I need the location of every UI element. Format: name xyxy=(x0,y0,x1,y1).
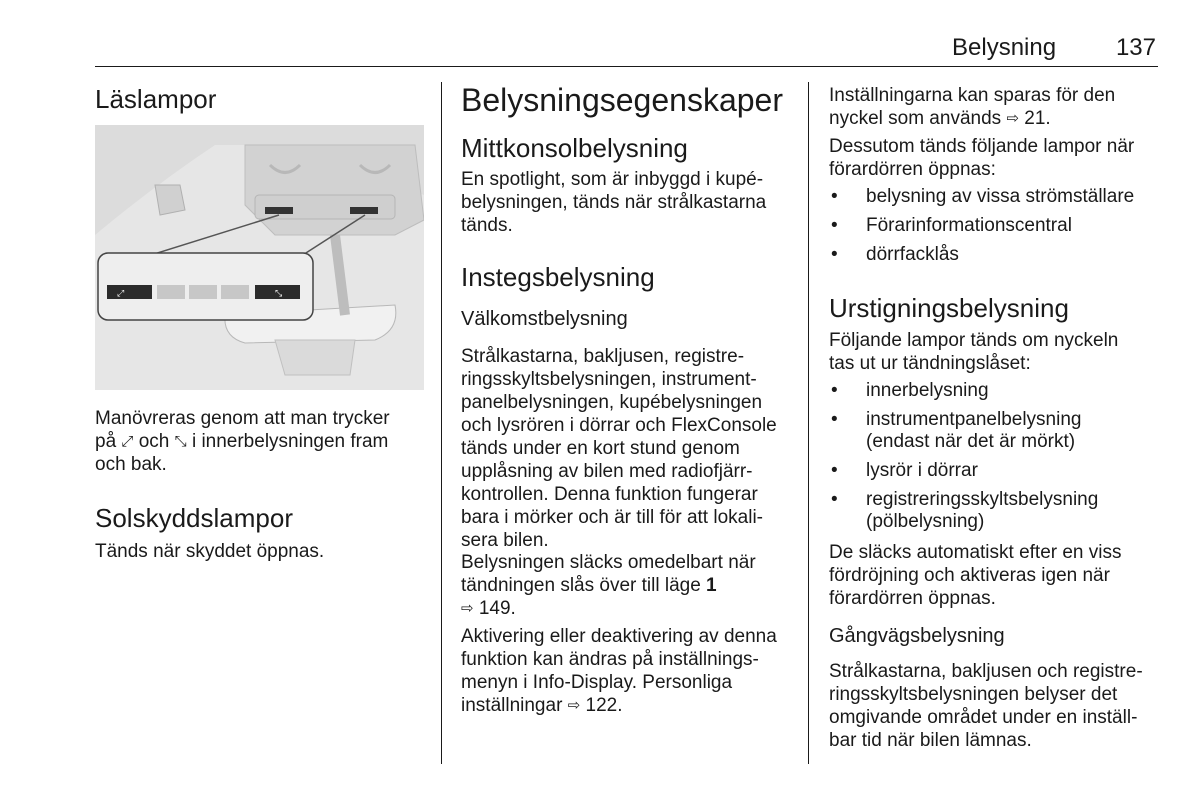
paragraph-dessutom xyxy=(829,135,1164,181)
text-line: Inställningarna kan sparas för den xyxy=(829,85,1116,106)
bullet-icon: • xyxy=(831,186,838,207)
bullet-list-dessutom xyxy=(829,186,1164,273)
text-line: Belysningen släcks omedelbart när xyxy=(461,552,756,573)
rear-reading-lamp-icon: ⤢ xyxy=(121,433,134,450)
text-line: och lysrören i dörrar och FlexConsole xyxy=(461,415,777,436)
text-line: Strålkastarna, bakljusen, registre- xyxy=(461,346,745,367)
svg-text:⤡: ⤡ xyxy=(275,289,283,299)
bullet-icon: • xyxy=(831,215,838,236)
text-line: omgivande området under en inställ- xyxy=(829,707,1138,728)
text-line: förardörren öppnas. xyxy=(829,588,996,609)
heading-valkomstbelysning: Välkomstbelysning xyxy=(461,308,628,330)
list-item-text: instrumentpanelbelysning xyxy=(866,409,1082,430)
list-item-text: dörrfacklås xyxy=(866,244,959,265)
page-reference: 21. xyxy=(1024,108,1051,129)
text-line: upplåsning av bilen med radiofjärr- xyxy=(461,461,753,482)
text-fragment: inställningar xyxy=(461,695,563,716)
paragraph-gangvagsbelysning xyxy=(829,660,1164,752)
text-line: ringsskyltsbelysningen belyser det xyxy=(829,684,1118,705)
cross-reference-arrow-icon: ⇨ xyxy=(461,600,474,617)
reading-lamp-illustration xyxy=(95,125,424,390)
bullet-icon: • xyxy=(831,460,838,481)
text-line: och bak. xyxy=(95,454,167,475)
bullet-icon: • xyxy=(831,380,838,401)
text-fragment: och xyxy=(138,431,170,452)
front-reading-lamp-icon: ⤡ xyxy=(174,433,187,450)
text-line: tänds under en kort stund genom xyxy=(461,438,740,459)
text-line: förardörren öppnas: xyxy=(829,159,996,180)
paragraph-aktivering xyxy=(461,625,796,717)
list-item-text: (endast när det är mörkt) xyxy=(866,431,1076,452)
text-fragment: tändningen slås över till läge xyxy=(461,575,701,596)
cross-reference-arrow-icon: ⇨ xyxy=(567,697,581,714)
heading-instegsbelysning: Instegsbelysning xyxy=(461,262,655,292)
paragraph-valkomstbelysning xyxy=(461,345,796,552)
text-line: bar tid när bilen lämnas. xyxy=(829,730,1032,751)
paragraph-slacks xyxy=(461,551,796,620)
svg-text:⤢: ⤢ xyxy=(117,289,125,299)
page-reference: 149. xyxy=(478,598,516,619)
list-item xyxy=(829,244,1164,266)
overhead-console-drawing xyxy=(95,125,424,390)
paragraph-slacks-automatiskt xyxy=(829,541,1164,610)
text-line: Följande lampor tänds om nyckeln xyxy=(829,330,1119,351)
text-line: funktion kan ändras på inställnings- xyxy=(461,649,759,670)
column-divider-1 xyxy=(441,82,442,764)
heading-gangvagsbelysning: Gångvägsbelysning xyxy=(829,625,1005,647)
list-item xyxy=(829,409,1164,453)
text-fragment: på xyxy=(95,431,117,452)
page-reference: 122. xyxy=(585,695,623,716)
list-item xyxy=(829,460,1164,482)
paragraph-urstigning xyxy=(829,329,1164,375)
list-item-text: (pölbelysning) xyxy=(866,511,985,532)
list-item xyxy=(829,380,1164,402)
text-line: kontrollen. Denna funktion fungerar xyxy=(461,484,758,505)
text-fragment: i innerbelysningen fram xyxy=(191,431,389,452)
column-divider-2 xyxy=(808,82,809,764)
ignition-position: 1 xyxy=(706,575,717,596)
text-line: belysningen, tänds när strålkastarna xyxy=(461,192,767,213)
text-line: Manövreras genom att man trycker xyxy=(95,408,390,429)
bullet-icon: • xyxy=(831,409,838,430)
list-item xyxy=(829,186,1164,208)
paragraph-installningar xyxy=(829,84,1164,130)
text-line: ringsskyltsbelysningen, instrument- xyxy=(461,369,757,390)
list-item-text: Förarinformationscentral xyxy=(866,215,1072,236)
bullet-icon: • xyxy=(831,489,838,510)
header-rule xyxy=(95,66,1158,67)
text-line: Strålkastarna, bakljusen och registre- xyxy=(829,661,1143,682)
list-item-text: belysning av vissa strömställare xyxy=(866,186,1135,207)
list-item-text: lysrör i dörrar xyxy=(866,460,978,481)
text-line: tänds. xyxy=(461,215,513,236)
text-line: De släcks automatiskt efter en viss xyxy=(829,542,1122,563)
bullet-list-urstigning xyxy=(829,380,1164,540)
bullet-icon: • xyxy=(831,244,838,265)
heading-solskyddslampor: Solskyddslampor xyxy=(95,503,293,533)
list-item xyxy=(829,215,1164,237)
text-line: fördröjning och aktiveras igen när xyxy=(829,565,1110,586)
list-item-text: registreringsskyltsbelysning xyxy=(866,489,1099,510)
text-line: Aktivering eller deaktivering av denna xyxy=(461,626,777,647)
text-line: tas ut ur tändningslåset: xyxy=(829,353,1031,374)
heading-mittkonsolbelysning: Mittkonsolbelysning xyxy=(461,133,688,163)
text-line: En spotlight, som är inbyggd i kupé- xyxy=(461,169,764,190)
text-fragment: nyckel som används xyxy=(829,108,1002,129)
text-line: Dessutom tänds följande lampor när xyxy=(829,136,1135,157)
list-item-text: innerbelysning xyxy=(866,380,989,401)
heading-urstigningsbelysning: Urstigningsbelysning xyxy=(829,293,1069,323)
text-line: menyn i Info-Display. Personliga xyxy=(461,672,733,693)
page-number: 137 xyxy=(1115,34,1156,61)
text-line: panelbelysningen, kupébelysningen xyxy=(461,392,763,413)
running-header-section: Belysning xyxy=(952,34,1057,61)
paragraph-mittkonsolbelysning xyxy=(461,168,796,237)
paragraph-laslampor xyxy=(95,407,430,476)
text-line: sera bilen. xyxy=(461,530,549,551)
paragraph-solskyddslampor: Tänds när skyddet öppnas. xyxy=(95,541,325,562)
page-title-belysningsegenskaper: Belysningsegenskaper xyxy=(461,82,783,118)
cross-reference-arrow-icon: ⇨ xyxy=(1006,110,1020,127)
text-line: bara i mörker och är till för att lokali- xyxy=(461,507,763,528)
list-item xyxy=(829,489,1164,533)
heading-laslampor: Läslampor xyxy=(95,84,217,114)
